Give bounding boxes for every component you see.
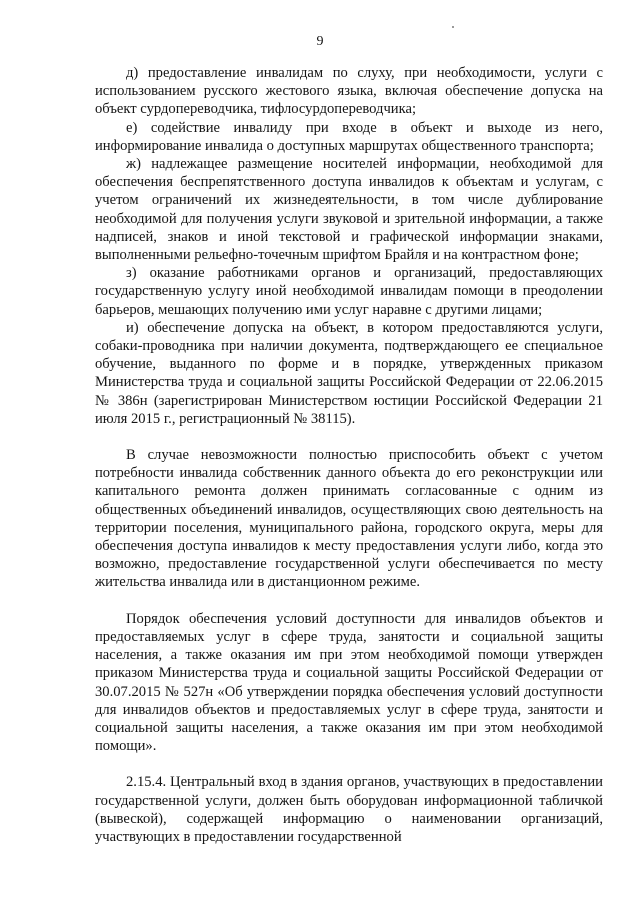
paragraph-item-i: и) обеспечение допуска на объект, в котором предоставляются услуги, собаки-проводника при наличии документа, подтверждающего ее специальное обучение, выданного по форме и в порядке, утвержденных приказом Министерства труда и социальной защиты Российской Федерации от 22.06.2015 № 386н (зарегистрирован Министерством юстиции Российской Федерации 21 июля 2015 г., регистрационный № 38115). xyxy=(95,319,603,427)
paragraph-item-z: з) оказание работниками органов и организаций, предоставляющих государственную услугу иной необходимой инвалидам помощи в преодолении барьеров, мешающих получению ими услуг наравне с другими лицами; xyxy=(95,265,603,318)
paragraph-item-zh: ж) надлежащее размещение носителей информации, необходимой для обеспечения беспрепятственного доступа инвалидов к объектам и услугам, с учетом ограничений их жизнедеятельности, в том числе дублирование необходимой для получения услуги звуковой и зрительной информации, а также надписей, знаков и иной текстовой и графической информации знаками, выполненными рельефно-точечным шрифтом Брайля и на контрастном фоне; xyxy=(95,156,603,264)
scan-speck xyxy=(452,26,454,28)
page-number: 9 xyxy=(316,34,324,49)
paragraph-item-d: д) предоставление инвалидам по слуху, при необходимости, услуги с использованием русского жестового языка, включая обеспечение допуска на объект сурдопереводчика, тифлосурдопереводчика; xyxy=(95,65,603,118)
document-body xyxy=(95,64,603,846)
paragraph-inaccessible-object: В случае невозможности полностью приспособить объект с учетом потребности инвалида собственник данного объекта до его реконструкции или капитального ремонта должен принимать согласованные с одним из общественных объединений инвалидов, осуществляющих свою деятельность на территории поселения, муниципального района, городского округа, меры для обеспечения доступа инвалидов к месту предоставления услуги либо, когда это возможно, предоставление государственной услуги обеспечивается по месту жительства инвалида или в дистанционном режиме. xyxy=(95,447,603,591)
paragraph-section-2-15-4: 2.15.4. Центральный вход в здания органов, участвующих в предоставлении государственной услуги, должен быть оборудован информационной табличкой (вывеской), содержащей информацию о наименовании организаций, участвующих в предоставлении государственной xyxy=(95,774,603,845)
paragraph-item-e: е) содействие инвалиду при входе в объект и выходе из него, информирование инвалида о доступных маршрутах общественного транспорта; xyxy=(95,119,603,154)
paragraph-accessibility-order: Порядок обеспечения условий доступности для инвалидов объектов и предоставляемых услуг в сфере труда, занятости и социальной защиты населения, а также оказания им при этом необходимой помощи утвержден приказом Министерства труда и социальной защиты Российской Федерации от 30.07.2015 № 527н «Об утверждении порядка обеспечения условий доступности для инвалидов объектов и предоставляемых услуг в сфере труда, занятости и социальной защиты населения, а также оказания им при этом необходимой помощи». xyxy=(95,610,603,755)
